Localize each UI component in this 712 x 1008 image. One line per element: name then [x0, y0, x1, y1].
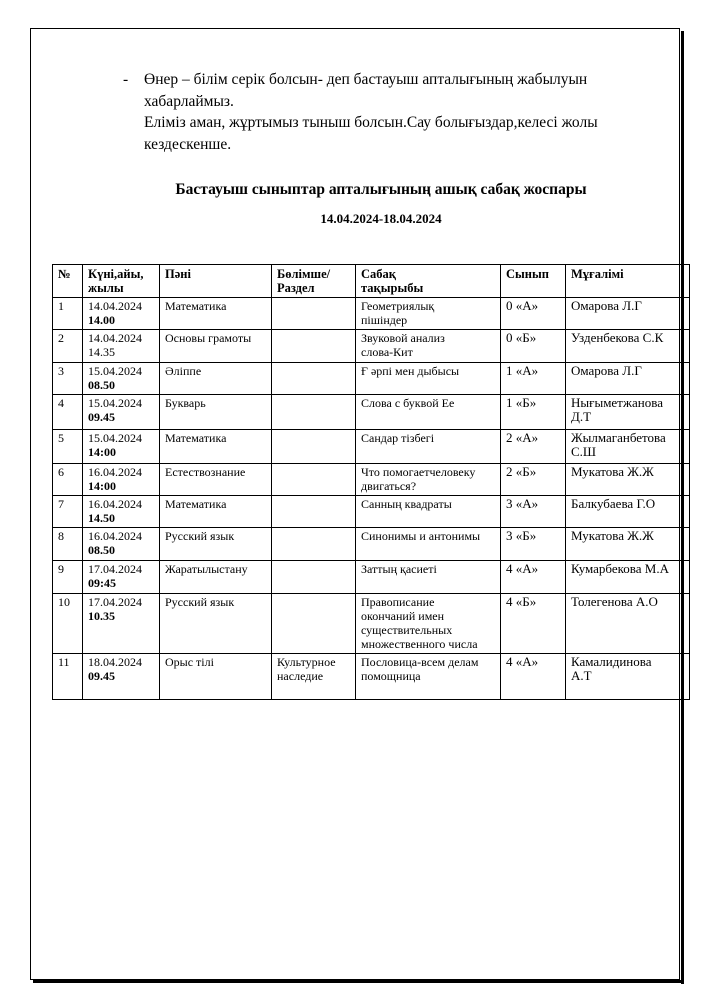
cell-topic-text: Правописание окончаний имен существительных множественного числа: [361, 595, 478, 651]
cell-date: [83, 528, 160, 561]
cell-class: [501, 430, 566, 464]
header-number: №: [53, 265, 83, 298]
table-row: [53, 298, 690, 330]
cell-number-text: 2: [58, 331, 64, 345]
cell-class: [501, 594, 566, 654]
cell-date: [83, 298, 160, 330]
cell-section: [272, 363, 356, 395]
cell-subject-text: Основы грамоты: [165, 331, 252, 345]
cell-number: [53, 464, 83, 496]
lesson-date: 16.04.2024: [88, 497, 142, 511]
announcement-lines: [144, 69, 653, 155]
header-teacher: Мұғалімі: [566, 265, 690, 298]
cell-subject-text: Әліппе: [165, 364, 202, 378]
cell-class: [501, 654, 566, 700]
table-row: [53, 363, 690, 395]
cell-subject: [160, 430, 272, 464]
cell-number: [53, 496, 83, 528]
document-title: Бастауыш сыныптар апталығының ашық сабақ жоспары: [175, 181, 587, 198]
announcement-line: Өнер – білім серік болсын- деп бастауыш апталығының жабылуын: [144, 71, 588, 88]
cell-teacher: [566, 496, 690, 528]
cell-topic-text: Слова с буквой Ее: [361, 396, 455, 410]
cell-teacher: [566, 363, 690, 395]
lesson-plan-table: [52, 264, 690, 700]
cell-subject: [160, 464, 272, 496]
cell-subject-text: Букварь: [165, 396, 206, 410]
lesson-time: 08.50: [88, 543, 115, 557]
cell-teacher-text: Узденбекова С.К: [571, 330, 664, 345]
cell-topic: [356, 594, 501, 654]
cell-topic: [356, 298, 501, 330]
cell-number: [53, 330, 83, 363]
cell-teacher-text: Камалидинова А.Т: [571, 654, 652, 683]
cell-topic-text: Геометриялық пішіндер: [361, 299, 435, 327]
cell-date: [83, 654, 160, 700]
cell-section: [272, 654, 356, 700]
cell-teacher-text: Балкубаева Г.О: [571, 496, 656, 511]
cell-number: [53, 528, 83, 561]
cell-subject: [160, 654, 272, 700]
cell-section: [272, 464, 356, 496]
cell-topic-text: Что помогаетчеловеку двигаться?: [361, 465, 476, 493]
table-row: [53, 464, 690, 496]
cell-date: [83, 330, 160, 363]
cell-date: [83, 363, 160, 395]
cell-date: [83, 594, 160, 654]
closing-announcement: [123, 69, 653, 155]
cell-teacher-text: Кумарбекова М.А: [571, 561, 669, 576]
cell-class-text: 3 «Б»: [506, 528, 537, 543]
cell-teacher: [566, 330, 690, 363]
lesson-date: 16.04.2024: [88, 465, 142, 479]
cell-subject-text: Математика: [165, 497, 227, 511]
cell-number-text: 7: [58, 497, 64, 511]
table-row: [53, 330, 690, 363]
lesson-date: 16.04.2024: [88, 529, 142, 543]
cell-section: [272, 330, 356, 363]
cell-number: [53, 395, 83, 430]
cell-teacher: [566, 464, 690, 496]
cell-topic-text: Заттың қасиеті: [361, 562, 437, 576]
header-date: Күні,айы, жылы: [83, 265, 160, 298]
lesson-time: 14:00: [88, 445, 116, 459]
cell-number: [53, 298, 83, 330]
cell-topic-text: Пословица-всем делам помощница: [361, 655, 479, 683]
cell-section: [272, 395, 356, 430]
cell-number-text: 10: [58, 595, 70, 609]
cell-section: [272, 430, 356, 464]
cell-subject-text: Математика: [165, 299, 227, 313]
table-body: [53, 298, 690, 700]
cell-number-text: 5: [58, 431, 64, 445]
lesson-time: 09:45: [88, 576, 116, 590]
cell-topic: [356, 330, 501, 363]
cell-subject-text: Орыс тілі: [165, 655, 214, 669]
cell-class-text: 4 «Б»: [506, 594, 537, 609]
lesson-time: 08.50: [88, 378, 115, 392]
page-border-shadow-bottom: [33, 980, 684, 983]
lesson-time: 09.45: [88, 410, 115, 424]
cell-subject: [160, 496, 272, 528]
cell-teacher: [566, 395, 690, 430]
cell-section-text: Культурное наследие: [277, 655, 336, 683]
cell-topic-text: Синонимы и антонимы: [361, 529, 481, 543]
cell-teacher: [566, 528, 690, 561]
header-subject: Пәні: [160, 265, 272, 298]
table-row: [53, 561, 690, 594]
cell-class-text: 4 «А»: [506, 654, 539, 669]
cell-subject: [160, 594, 272, 654]
cell-date: [83, 464, 160, 496]
cell-topic: [356, 561, 501, 594]
cell-subject: [160, 395, 272, 430]
cell-subject-text: Математика: [165, 431, 227, 445]
cell-topic: [356, 464, 501, 496]
cell-class-text: 4 «А»: [506, 561, 539, 576]
cell-subject: [160, 528, 272, 561]
cell-subject-text: Русский язык: [165, 529, 235, 543]
cell-class: [501, 298, 566, 330]
cell-class-text: 1 «А»: [506, 363, 539, 378]
cell-topic-text: Сандар тізбегі: [361, 431, 435, 445]
cell-topic-text: Ғ әрпі мен дыбысы: [361, 364, 460, 378]
list-dash: -: [123, 71, 129, 88]
cell-date: [83, 561, 160, 594]
cell-number: [53, 561, 83, 594]
cell-number-text: 3: [58, 364, 64, 378]
cell-section: [272, 594, 356, 654]
cell-teacher: [566, 654, 690, 700]
cell-number-text: 9: [58, 562, 64, 576]
cell-class-text: 0 «Б»: [506, 330, 537, 345]
header-row: [53, 265, 690, 298]
announcement-line: кездескенше.: [144, 135, 232, 153]
cell-section: [272, 298, 356, 330]
cell-subject-text: Жаратылыстану: [165, 562, 248, 576]
cell-class-text: 1 «Б»: [506, 395, 537, 410]
cell-topic: [356, 395, 501, 430]
date-range: 14.04.2024-18.04.2024: [320, 211, 442, 226]
cell-date: [83, 430, 160, 464]
lesson-date: 18.04.2024: [88, 655, 142, 669]
cell-number: [53, 430, 83, 464]
cell-teacher: [566, 561, 690, 594]
cell-number-text: 8: [58, 529, 64, 543]
cell-subject-text: Русский язык: [165, 595, 235, 609]
lesson-time: 09.45: [88, 669, 115, 683]
table-row: [53, 594, 690, 654]
cell-class-text: 2 «Б»: [506, 464, 537, 479]
cell-class-text: 0 «А»: [506, 298, 539, 313]
lesson-date: 15.04.2024: [88, 396, 142, 410]
cell-topic: [356, 654, 501, 700]
table-row: [53, 496, 690, 528]
lesson-date: 17.04.2024: [88, 562, 142, 576]
cell-date: [83, 496, 160, 528]
lesson-date: 17.04.2024: [88, 595, 142, 609]
lesson-date: 15.04.2024: [88, 431, 142, 445]
cell-class: [501, 395, 566, 430]
header-topic: Сабақ тақырыбы: [356, 265, 501, 298]
table-row: [53, 654, 690, 700]
cell-topic-text: Санның квадраты: [361, 497, 452, 511]
cell-teacher: [566, 594, 690, 654]
lesson-date: 14.04.2024: [88, 331, 142, 345]
lesson-time: 14:00: [88, 479, 116, 493]
cell-subject-text: Естествознание: [165, 465, 246, 479]
cell-topic: [356, 430, 501, 464]
announcement-line: хабарлаймыз.: [144, 92, 234, 110]
lesson-date: 14.04.2024: [88, 299, 142, 313]
cell-section: [272, 528, 356, 561]
cell-teacher: [566, 430, 690, 464]
cell-teacher-text: Нығыметжанова Д.Т: [571, 395, 663, 424]
cell-teacher-text: Омарова Л.Г: [571, 298, 642, 313]
cell-class: [501, 496, 566, 528]
lesson-time: 14.00: [88, 313, 115, 327]
cell-number-text: 11: [58, 655, 70, 669]
cell-number: [53, 363, 83, 395]
cell-section: [272, 496, 356, 528]
cell-subject: [160, 298, 272, 330]
cell-date: [83, 395, 160, 430]
cell-teacher-text: Омарова Л.Г: [571, 363, 642, 378]
cell-class-text: 2 «А»: [506, 430, 539, 445]
cell-class: [501, 330, 566, 363]
cell-teacher-text: Мукатова Ж.Ж: [571, 528, 654, 543]
cell-teacher-text: Мукатова Ж.Ж: [571, 464, 654, 479]
cell-topic: [356, 496, 501, 528]
cell-number: [53, 594, 83, 654]
table-row: [53, 395, 690, 430]
lesson-date: 15.04.2024: [88, 364, 142, 378]
cell-number-text: 1: [58, 299, 64, 313]
lesson-time: 14.50: [88, 511, 115, 525]
cell-class: [501, 528, 566, 561]
cell-subject: [160, 561, 272, 594]
cell-topic: [356, 363, 501, 395]
header-class: Сынып: [501, 265, 566, 298]
lesson-time: 14.35: [88, 345, 115, 359]
table-row: [53, 430, 690, 464]
cell-teacher-text: Жылмаганбетова С.Ш: [571, 430, 666, 459]
table-row: [53, 528, 690, 561]
announcement-line: Еліміз аман, жұртымыз тыныш болсын.Сау болығыздар,келесі жолы: [144, 114, 598, 131]
cell-teacher-text: Толегенова А.О: [571, 594, 658, 609]
cell-topic: [356, 528, 501, 561]
header-section: Бөлімше/ Раздел: [272, 265, 356, 298]
lesson-time: 10.35: [88, 609, 115, 623]
cell-class: [501, 464, 566, 496]
cell-topic-text: Звуковой анализ слова-Кит: [361, 331, 445, 359]
cell-class-text: 3 «А»: [506, 496, 539, 511]
cell-number-text: 6: [58, 465, 64, 479]
cell-number: [53, 654, 83, 700]
cell-class: [501, 363, 566, 395]
cell-number-text: 4: [58, 396, 64, 410]
cell-section: [272, 561, 356, 594]
cell-class: [501, 561, 566, 594]
cell-subject: [160, 363, 272, 395]
cell-subject: [160, 330, 272, 363]
cell-teacher: [566, 298, 690, 330]
table-header: [53, 265, 690, 298]
